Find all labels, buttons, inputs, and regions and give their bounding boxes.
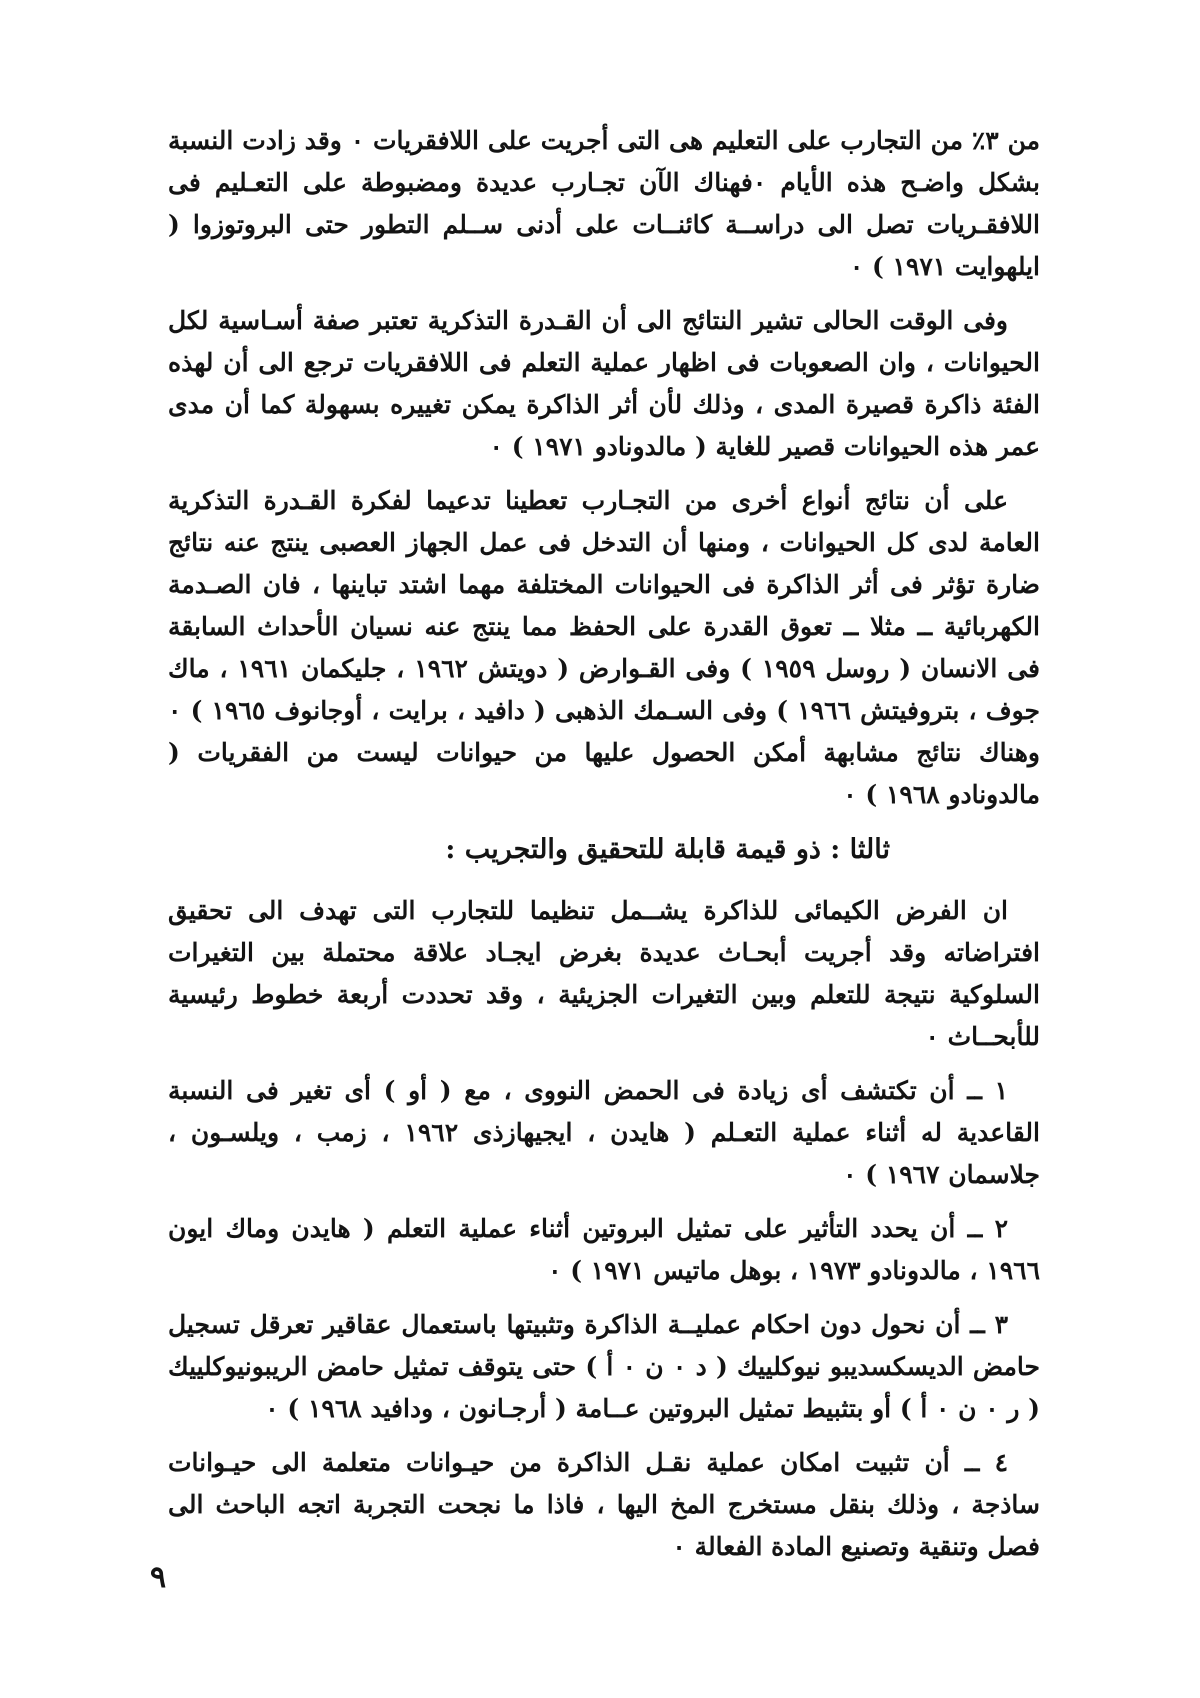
list-item: ٢ ــ أن يحدد التأثير على تمثيل البروتين أثناء عملية التعلم ( هايدن وماك ايون ١٩٦٦ ، مالدونادو ١٩٧٣ ، بوهل ماتيس ١٩٧١ ) ٠	[168, 1214, 1040, 1285]
list-item: ١ ــ أن تكتشف أى زيادة فى الحمض النووى ، مع ( أو ) أى تغير فى النسبة القاعدية له أثناء عملية التعـلم ( هايدن ، ايجيهازذى ١٩٦٢ ، زمب ، ويلسـون ، جلاسمان ١٩٦٧ ) ٠	[168, 1076, 1040, 1189]
paragraph: ان الفرض الكيمائى للذاكرة يشــمل تنظيما للتجارب التى تهدف الى تحقيق افتراضاته وقد أجريت أبحـاث عديدة بغرض ايجـاد علاقة محتملة بين التغيرات السلوكية نتيجة للتعلم وبين التغيرات الجزيئية ، وقد تحددت أربعة خطوط رئيسية للأبحــاث ٠	[168, 896, 1040, 1051]
page-number: ٩	[150, 1560, 167, 1595]
list-item: ٤ ــ أن تثبيت امكان عملية نقـل الذاكرة من حيـوانات متعلمة الى حيـوانات ساذجة ، وذلك بنقل مستخرج المخ اليها ، فاذا ما نجحت التجربة اتجه الباحث الى فصل وتنقية وتصنيع المادة الفعالة ٠	[168, 1448, 1040, 1561]
body-text	[168, 120, 1040, 1580]
paragraph: وفى الوقت الحالى تشير النتائج الى أن القـدرة التذكرية تعتبر صفة أسـاسية لكل الحيوانات ، وان الصعوبات فى اظهار عملية التعلم فى اللافقريات ترجع الى أن لهذه الفئة ذاكرة قصيرة المدى ، وذلك لأن أثر الذاكرة يمكن تغييره بسهولة كما أن مدى عمر هذه الحيوانات قصير للغاية ( مالدونادو ١٩٧١ ) ٠	[168, 306, 1040, 461]
paragraph: من ٣٪ من التجارب على التعليم هى التى أجريت على اللافقريات ٠ وقد زادت النسبة بشكل واضـح هذه الأيام ٠فهناك الآن تجـارب عديدة ومضبوطة على التعـليم فى اللافقـريات تصل الى دراســة كائنــات على أدنى ســلم التطور حتى البروتوزوا ( ايلهوايت ١٩٧١ ) ٠	[168, 126, 1040, 281]
list-item: ٣ ــ أن نحول دون احكام عمليــة الذاكرة وتثبيتها باستعمال عقاقير تعرقل تسجيل حامض الديسكسديبو نيوكلييك ( د ٠ ن ٠ أ ) حتى يتوقف تمثيل حامض الريبونيوكلييك ( ر ٠ ن ٠ أ ) أو بتثبيط تمثيل البروتين عــامة ( أرجـانون ، ودافيد ١٩٦٨ ) ٠	[168, 1310, 1040, 1423]
paragraph: على أن نتائج أنواع أخرى من التجـارب تعطينا تدعيما لفكرة القـدرة التذكرية العامة لدى كل الحيوانات ، ومنها أن التدخل فى عمل الجهاز العصبى ينتج عنه نتائج ضارة تؤثر فى أثر الذاكرة فى الحيوانات المختلفة مهما اشتد تباينها ، فان الصـدمة الكهربائية ــ مثلا ــ تعوق القدرة على الحفظ مما ينتج عنه نسيان الأحداث السابقة فى الانسان ( روسل ١٩٥٩ ) وفى القـوارض ( دويتش ١٩٦٢ ، جليكمان ١٩٦١ ، ماك جوف ، بتروفيتش ١٩٦٦ ) وفى السـمك الذهبى ( دافيد ، برايت ، أوجانوف ١٩٦٥ ) ٠ وهناك نتائج مشابهة أمكن الحصول عليها من حيوانات ليست من الفقريات ( مالدونادو ١٩٦٨ ) ٠	[168, 486, 1040, 809]
section-heading: ثالثا : ذو قيمة قابلة للتحقيق والتجريب :	[445, 834, 890, 865]
